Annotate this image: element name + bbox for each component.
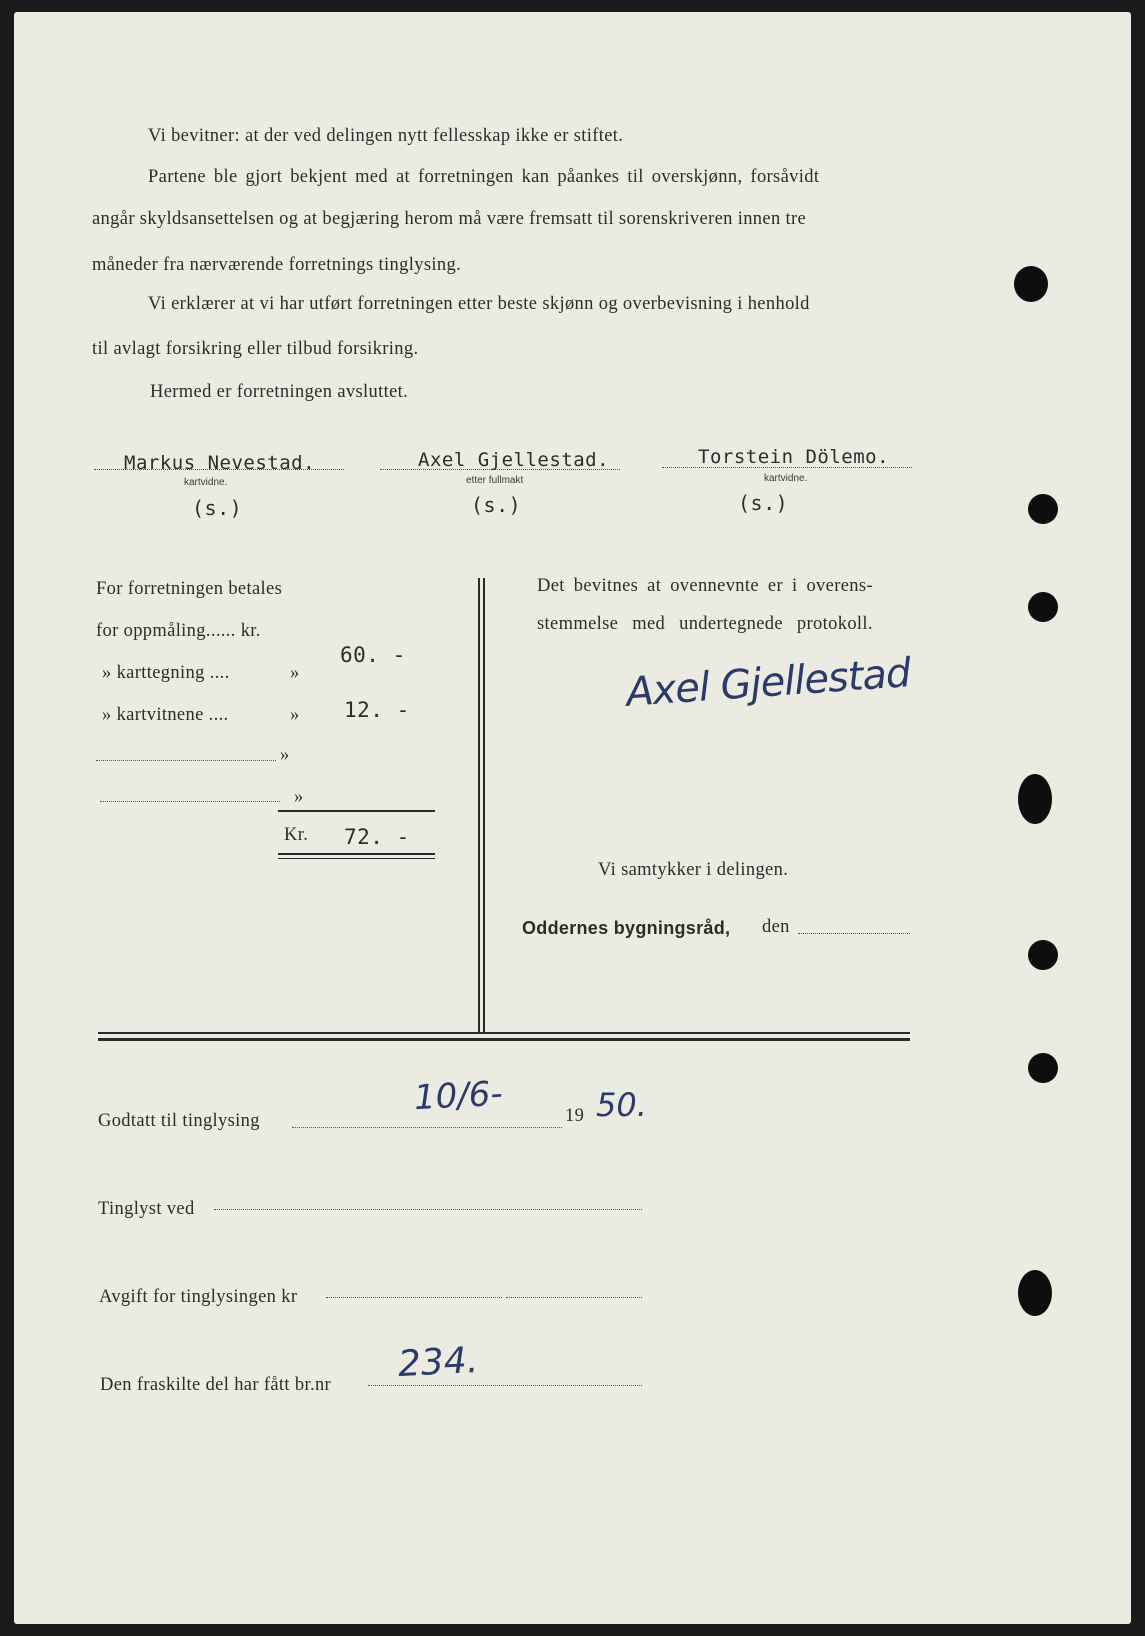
council-name: Oddernes bygningsråd, [522, 918, 731, 938]
signature-mark-2: (s.) [471, 493, 522, 517]
fee-total-value: 72. - [344, 825, 410, 849]
signature-role-3: kartvidne. [764, 473, 808, 484]
registration-accepted-date: 10/6- [413, 1073, 504, 1119]
signature-role-1: kartvidne. [184, 477, 228, 488]
fee-label-mapping: » karttegning .... [102, 663, 230, 683]
punch-hole-7 [1018, 1270, 1052, 1316]
certification-line-1: Det bevitnes at ovennevnte er i overens- [537, 576, 873, 596]
punch-hole-6 [1028, 1053, 1058, 1083]
signature-name-2: Axel Gjellestad. [418, 449, 610, 471]
registration-fee-line-2 [506, 1297, 642, 1298]
signature-name-3: Torstein Dölemo. [698, 446, 890, 468]
fee-blank-line-2 [100, 801, 280, 802]
signature-mark-3: (s.) [738, 491, 789, 515]
fee-label-witnesses: » kartvitnene .... [102, 705, 229, 725]
paragraph-declaration-line-2: til avlagt forsikring eller tilbud forsikring. [92, 339, 419, 359]
registration-parcel-line [368, 1385, 642, 1386]
registration-accepted-line [292, 1127, 562, 1128]
paragraph-declaration-line-1: Vi erklærer at vi har utført forretningen etter beste skjønn og overbevisning i henhold [148, 294, 810, 314]
paragraph-appeal-line-2: angår skyldsansettelsen og at begjæring herom må være fremsatt til sorenskriveren innen tre [92, 209, 807, 229]
fee-quote-mapping: » [290, 663, 300, 683]
signature-name-1: Markus Nevestad. [124, 452, 316, 474]
fees-heading: For forretningen betales [96, 579, 283, 599]
fee-total-rule-bottom-2 [278, 858, 435, 859]
paragraph-concluded: Hermed er forretningen avsluttet. [150, 382, 409, 402]
registration-recorded-label: Tinglyst ved [98, 1199, 195, 1219]
fee-blank-line-1 [96, 760, 276, 761]
fee-quote-witnesses: » [290, 705, 300, 725]
column-divider-b [483, 578, 485, 1034]
registration-fee-line-1 [326, 1297, 502, 1298]
registration-year-suffix: 50. [596, 1086, 647, 1124]
fee-label-surveying: for oppmåling...... kr. [96, 621, 261, 641]
paragraph-appeal-line-1: Partene ble gjort bekjent med at forretningen kan påankes til overskjønn, forsåvidt [148, 167, 820, 187]
council-date-line [798, 933, 910, 934]
fee-total-rule-bottom-1 [278, 853, 435, 855]
punch-hole-4 [1018, 774, 1052, 824]
section-rule-bottom [98, 1038, 910, 1041]
council-den-label: den [762, 917, 790, 937]
column-divider-a [478, 578, 480, 1034]
certification-line-2: stemmelse med undertegnede protokoll. [537, 614, 873, 634]
signature-mark-1: (s.) [192, 496, 243, 520]
handwritten-signature: Axel Gjellestad [624, 650, 912, 716]
paragraph-appeal-line-3: måneder fra nærværende forretnings tinglysing. [92, 255, 462, 275]
registration-recorded-line [214, 1209, 642, 1210]
fee-quote-blank-1: » [280, 745, 290, 765]
paragraph-no-common-ownership: Vi bevitner: at der ved delingen nytt fellesskap ikke er stiftet. [148, 126, 624, 146]
fee-quote-blank-2: » [294, 787, 304, 807]
fee-value-mapping: 12. - [344, 698, 410, 722]
signature-role-2: etter fullmakt [466, 475, 524, 486]
fee-value-surveying: 60. - [340, 643, 406, 667]
fee-total-rule-top [278, 810, 435, 812]
registration-year-prefix: 19 [565, 1106, 585, 1126]
punch-hole-1 [1014, 266, 1048, 302]
fee-total-label: Kr. [284, 825, 309, 845]
punch-hole-3 [1028, 592, 1058, 622]
registration-accepted-label: Godtatt til tinglysing [98, 1111, 260, 1131]
document-page [14, 12, 1131, 1624]
registration-fee-label: Avgift for tinglysingen kr [99, 1287, 298, 1307]
punch-hole-2 [1028, 494, 1058, 524]
section-rule-top [98, 1032, 910, 1034]
registration-parcel-label: Den fraskilte del har fått br.nr [100, 1375, 332, 1395]
consent-text: Vi samtykker i delingen. [598, 860, 789, 880]
punch-hole-5 [1028, 940, 1058, 970]
registration-parcel-number: 234. [396, 1339, 480, 1386]
